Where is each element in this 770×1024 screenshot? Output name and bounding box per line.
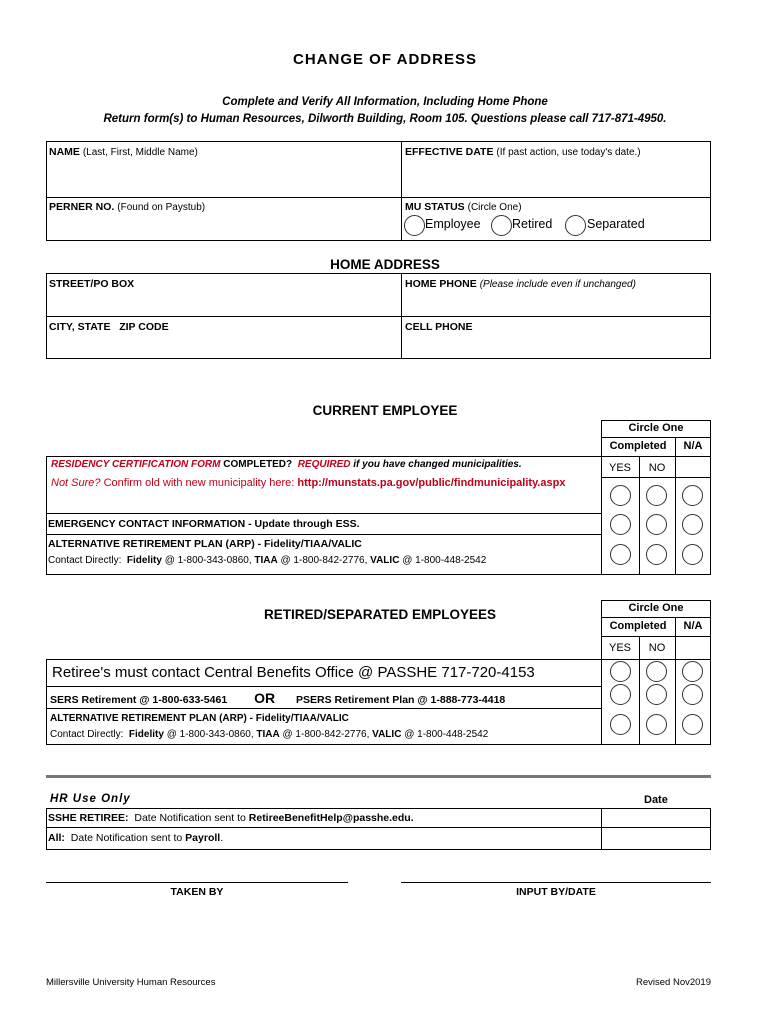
arp-yes-circle[interactable] [610, 544, 631, 565]
arp-no-circle[interactable] [646, 544, 667, 565]
status-employee-circle[interactable] [404, 215, 425, 236]
taken-by-line[interactable] [46, 882, 348, 883]
current-employee-heading: CURRENT EMPLOYEE [312, 403, 458, 418]
status-employee-label: Employee [425, 217, 481, 231]
retired-no-header: NO [648, 642, 666, 654]
status-separated-label: Separated [587, 217, 645, 231]
street-field[interactable]: STREET/PO BOX [49, 278, 135, 290]
sers-psers-item: SERS Retirement @ 1-800-633-5461 OR PSERS Retirement Plan @ 1-888-773-4418 [50, 690, 506, 706]
retired-arp-na-circle[interactable] [682, 714, 703, 735]
retiree-no-circle[interactable] [646, 661, 667, 682]
hr-divider [46, 775, 711, 778]
retired-circle-one-header: Circle One [628, 602, 684, 614]
retired-completed-header: Completed [609, 620, 667, 632]
no-header: NO [648, 462, 666, 474]
retired-heading: RETIRED/SEPARATED EMPLOYEES [263, 607, 497, 622]
emergency-no-circle[interactable] [646, 514, 667, 535]
retired-yes-header: YES [608, 642, 631, 654]
home-phone-field[interactable]: HOME PHONE (Please include even if unchanged) [405, 278, 636, 290]
retiree-na-circle[interactable] [682, 661, 703, 682]
yes-header: YES [608, 462, 631, 474]
emergency-contact-item: EMERGENCY CONTACT INFORMATION - Update through ESS. [48, 518, 360, 530]
status-separated-circle[interactable] [565, 215, 586, 236]
mu-status-label: MU STATUS (Circle One) [405, 201, 522, 213]
status-retired-circle[interactable] [491, 215, 512, 236]
circle-one-header: Circle One [628, 422, 684, 434]
input-by-label: INPUT BY/DATE [516, 886, 596, 898]
completed-header: Completed [609, 440, 667, 452]
footer-left: Millersville University Human Resources [46, 977, 216, 988]
cell-phone-field[interactable]: CELL PHONE [405, 321, 473, 333]
taken-by-label: TAKEN BY [170, 886, 224, 898]
retired-arp-contacts: Contact Directly: Fidelity @ 1-800-343-0860, TIAA @ 1-800-842-2776, VALIC @ 1-800-448-2542 [50, 729, 489, 740]
status-retired-label: Retired [512, 217, 553, 231]
perner-field[interactable]: PERNER NO. (Found on Paystub) [49, 201, 206, 213]
residency-yes-circle[interactable] [610, 485, 631, 506]
sers-yes-circle[interactable] [610, 684, 631, 705]
instruction-line-2: Return form(s) to Human Resources, Dilworth Building, Room 105. Questions please call 717-871-4950. [103, 113, 667, 125]
residency-no-circle[interactable] [646, 485, 667, 506]
footer-right: Revised Nov2019 [636, 977, 711, 988]
sers-na-circle[interactable] [682, 684, 703, 705]
all-notification-row: All: Date Notification sent to Payroll. [48, 832, 224, 844]
hr-heading: HR Use Only [50, 793, 131, 805]
retired-arp-no-circle[interactable] [646, 714, 667, 735]
sers-no-circle[interactable] [646, 684, 667, 705]
arp-contacts: Contact Directly: Fidelity @ 1-800-343-0860, TIAA @ 1-800-842-2776, VALIC @ 1-800-448-2542 [48, 555, 487, 566]
emergency-na-circle[interactable] [682, 514, 703, 535]
emergency-yes-circle[interactable] [610, 514, 631, 535]
page-title: CHANGE OF ADDRESS [293, 51, 477, 68]
all-date-field[interactable] [602, 828, 710, 849]
arp-item: ALTERNATIVE RETIREMENT PLAN (ARP) - Fidelity/TIAA/VALIC [48, 538, 362, 550]
sshe-retiree-row: SSHE RETIREE: Date Notification sent to RetireeBenefitHelp@passhe.edu. [48, 812, 414, 824]
municipality-help: Not Sure? Confirm old with new municipality here: http://munstats.pa.gov/public/findmunicipality.aspx [51, 477, 566, 489]
municipality-link[interactable]: http://munstats.pa.gov/public/findmunicipality.aspx [297, 477, 566, 489]
residency-na-circle[interactable] [682, 485, 703, 506]
arp-na-circle[interactable] [682, 544, 703, 565]
retired-na-header: N/A [683, 620, 703, 632]
home-address-heading: HOME ADDRESS [330, 257, 440, 272]
city-state-zip-field[interactable]: CITY, STATE ZIP CODE [49, 321, 169, 333]
retired-arp-yes-circle[interactable] [610, 714, 631, 735]
effective-date-field[interactable]: EFFECTIVE DATE (If past action, use today's date.) [405, 146, 641, 158]
retired-arp-item: ALTERNATIVE RETIREMENT PLAN (ARP) - Fidelity/TIAA/VALIC [50, 713, 349, 724]
retiree-notice: Retiree's must contact Central Benefits Office @ PASSHE 717-720-4153 [52, 664, 535, 681]
instruction-line-1: Complete and Verify All Information, Including Home Phone [222, 96, 548, 108]
sshe-date-field[interactable] [602, 809, 710, 827]
retiree-yes-circle[interactable] [610, 661, 631, 682]
input-by-line[interactable] [401, 882, 711, 883]
residency-item: RESIDENCY CERTIFICATION FORM COMPLETED? REQUIRED if you have changed municipalities. [51, 459, 522, 470]
hr-date-label: Date [644, 794, 668, 806]
name-field[interactable]: NAME (Last, First, Middle Name) [49, 146, 198, 158]
na-header: N/A [683, 440, 703, 452]
